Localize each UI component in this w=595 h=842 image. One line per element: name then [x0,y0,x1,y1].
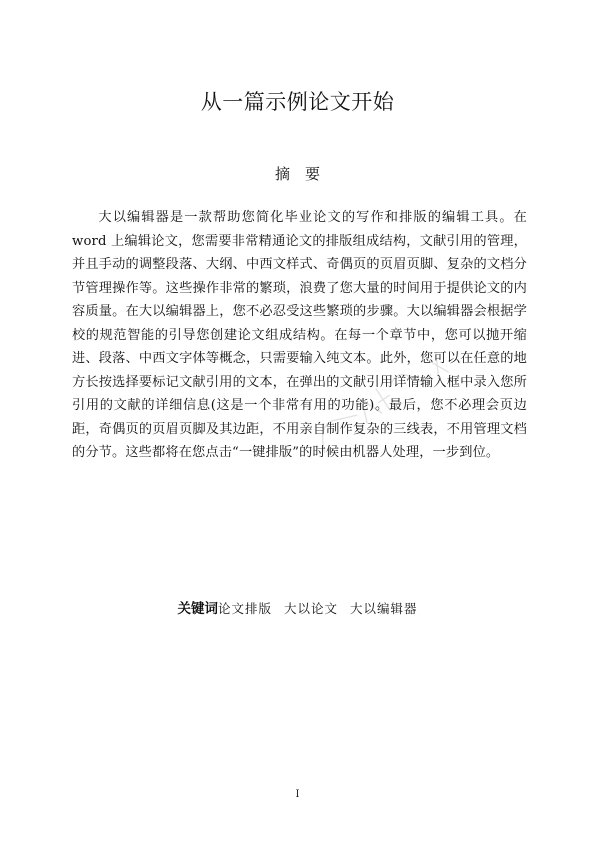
keywords-label: 关键词 [177,601,218,617]
keyword-item: 论文排版 [217,601,272,616]
abstract-heading: 摘 要 [274,165,320,183]
keyword-item: 大以编辑器 [350,601,418,616]
keyword-item: 大以论文 [283,601,338,616]
abstract-body: 大以编辑器是一款帮助您简化毕业论文的写作和排版的编辑工具。在word 上编辑论文，您需要非常精通论文的排版组成结构，文献引用的管理，并且手动的调整段落、大纲、中西文样式、奇偶页的页眉页脚、复杂的文档分节管理操作等。这些操作非常的繁琐，浪费了您大量的时间用于提供论文的内容质量。在大以编辑器上，您不必忍受这些繁琐的步骤。大以编辑器会根据学校的规范智能的引导您创建论文组成结构。在每一个章节中，您可以抛开缩进、段落、中西文字体等概念，只需要输入纯文本。此外，您可以在任意的地方长按选择要标记文献引用的文本，在弹出的文献引用详情输入框中录入您所引用的文献的详细信息(这是一个非常有用的功能)。最后，您不必理会页边距，奇偶页的页眉页脚及其边距，不用亲自制作复杂的三线表，不用管理文档的分节。这些都将在您点击“一键排版”的时候由机器人处理，一步到位。 [72,210,527,460]
page-number: I [295,789,300,800]
page-title: 从一篇示例论文开始 [200,90,395,114]
keywords-line [0,597,595,617]
